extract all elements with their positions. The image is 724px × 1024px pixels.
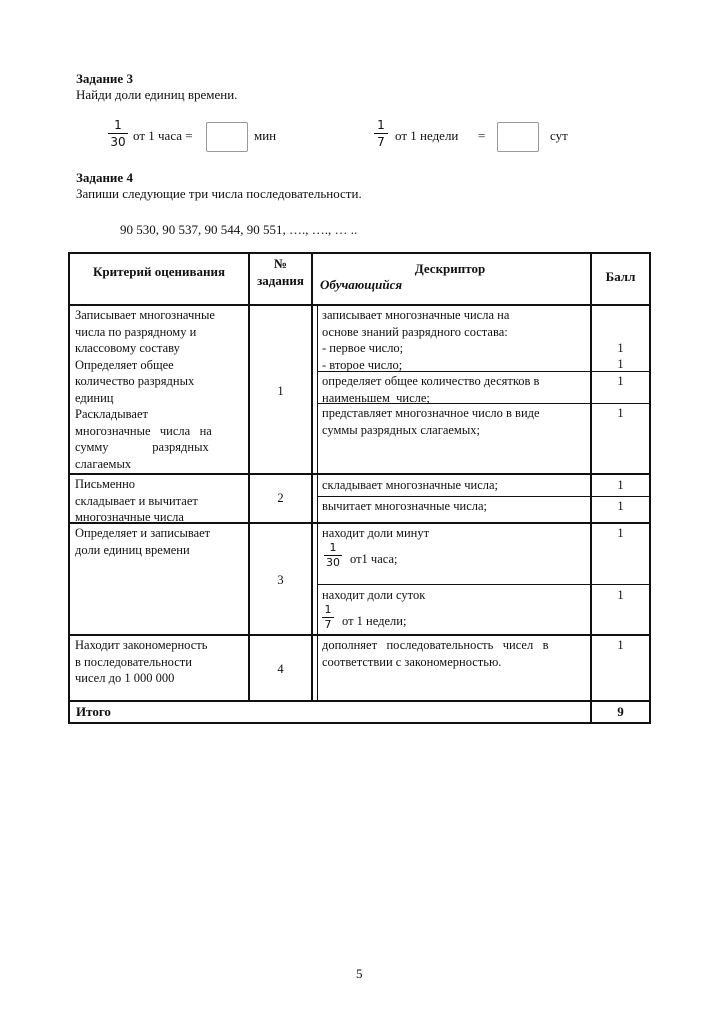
descriptor-line: представляет многозначное число в виде <box>322 406 540 420</box>
total-value: 9 <box>617 704 624 719</box>
task4-sequence: 90 530, 90 537, 90 544, 90 551, …., …., … .. <box>120 222 358 237</box>
row3-descriptor-1: находит доли минут <box>322 526 430 540</box>
row3-fraction-1 <box>324 542 342 569</box>
row-divider <box>68 700 651 702</box>
criterion-line: Записывает многозначные <box>75 308 215 322</box>
answer-box-days[interactable] <box>497 122 539 152</box>
row-divider <box>68 473 651 475</box>
fraction-denominator: 7 <box>377 135 385 149</box>
fraction-numerator: 1 <box>114 118 122 132</box>
task3-part1-unit: мин <box>254 128 277 143</box>
task4-text: Запиши следующие три числа последовательности. <box>76 186 362 201</box>
task3-part2-equals: = <box>478 128 486 143</box>
row-divider <box>68 634 651 636</box>
criterion-line: чисел до 1 000 000 <box>75 671 175 685</box>
descriptor-line: наименьшем числе; <box>322 390 430 405</box>
table-border-bottom <box>68 722 651 724</box>
criterion-line: складывает и вычитает <box>75 493 198 508</box>
criterion-line: количество разрядных <box>75 374 195 388</box>
row1-task-number: 1 <box>277 384 284 398</box>
criterion-line: сумму разрядных <box>75 440 209 454</box>
row3-descriptor-2-tail: от 1 недели; <box>342 614 407 628</box>
task3-part2-unit: сут <box>550 128 568 143</box>
fraction-denominator: 30 <box>110 135 126 149</box>
header-task-number <box>250 255 311 289</box>
criterion-line: единиц <box>75 390 114 405</box>
task3-fraction-2 <box>374 118 388 149</box>
fraction-numerator: 1 <box>377 118 385 132</box>
row-divider <box>68 304 651 306</box>
row2-descriptor-1: складывает многозначные числа; <box>322 478 499 492</box>
header-number-sign: № <box>273 256 288 271</box>
row1-score-2: 1 <box>617 357 624 371</box>
column-divider <box>248 252 250 702</box>
row3-score-1: 1 <box>617 526 624 540</box>
column-divider-double <box>317 304 318 702</box>
criterion-line: классовому составу <box>75 341 180 355</box>
criterion-line: числа по разрядному и <box>75 324 197 339</box>
row3-criterion <box>75 525 243 558</box>
task3-title: Задание 3 <box>76 71 133 86</box>
row1-score-3: 1 <box>617 374 624 388</box>
row1-descriptor-1 <box>322 307 588 373</box>
fraction-bar <box>374 133 388 134</box>
criterion-line: Находит закономерность <box>75 638 208 652</box>
table-border-right <box>649 252 651 724</box>
row3-descriptor-2: находит доли суток <box>322 588 426 602</box>
header-descriptor-sub: Обучающийся <box>320 277 403 292</box>
row4-task-number: 4 <box>277 662 284 676</box>
fraction-denominator: 30 <box>326 556 340 569</box>
descriptor-line: основе знаний разрядного состава: <box>322 324 508 339</box>
answer-box-minutes[interactable] <box>206 122 248 152</box>
header-task: задания <box>257 273 304 288</box>
row2-score-1: 1 <box>617 478 624 492</box>
criterion-line: многозначные числа на <box>75 423 212 438</box>
column-divider <box>311 252 313 702</box>
row3-fraction-2 <box>322 604 334 631</box>
row4-criterion <box>75 637 243 687</box>
fraction-bar <box>108 133 128 134</box>
descriptor-line: - первое число; <box>322 341 404 355</box>
page-number: 5 <box>356 966 363 981</box>
row2-criterion <box>75 476 243 526</box>
fraction-numerator: 1 <box>324 603 332 616</box>
descriptor-line: соответствии с закономерностью. <box>322 654 502 669</box>
descriptor-line: записывает многозначные числа на <box>322 308 510 322</box>
criterion-line: доли единиц времени <box>75 542 190 557</box>
task3-part2-text: от 1 недели <box>395 128 459 143</box>
row2-score-2: 1 <box>617 499 624 513</box>
subrow-divider <box>317 584 651 585</box>
row1-score-1: 1 <box>617 341 624 355</box>
criterion-line: Раскладывает <box>75 407 148 421</box>
criterion-line: Определяет общее <box>75 357 174 372</box>
descriptor-line: суммы разрядных слагаемых; <box>322 422 480 437</box>
descriptor-line: определяет общее количество десятков в <box>322 374 540 388</box>
table-border-top <box>68 252 651 254</box>
fraction-numerator: 1 <box>329 541 337 554</box>
fraction-denominator: 7 <box>324 618 332 631</box>
task3-text: Найди доли единиц времени. <box>76 87 238 102</box>
row1-descriptor-2 <box>322 373 588 406</box>
row3-score-2: 1 <box>617 588 624 602</box>
row1-score-4: 1 <box>617 406 624 420</box>
criterion-line: слагаемых <box>75 456 132 471</box>
row4-descriptor <box>322 637 588 670</box>
criterion-line: многозначные числа <box>75 510 184 524</box>
task3-part1-text: от 1 часа = <box>133 128 193 143</box>
header-descriptor: Дескриптор <box>414 261 486 276</box>
row2-task-number: 2 <box>277 491 284 505</box>
header-score: Балл <box>605 269 636 284</box>
subrow-divider <box>317 496 651 497</box>
row4-score: 1 <box>617 638 624 652</box>
header-criterion: Критерий оценивания <box>92 264 226 279</box>
row2-descriptor-2: вычитает многозначные числа; <box>322 499 487 513</box>
criterion-line: в последовательности <box>75 654 192 669</box>
descriptor-line: дополняет последовательность чисел в <box>322 638 549 652</box>
row3-descriptor-1-tail: от1 часа; <box>350 552 398 566</box>
table-border-left <box>68 252 70 724</box>
criterion-line: Письменно <box>75 477 136 491</box>
task4-title: Задание 4 <box>76 170 133 185</box>
row1-criterion <box>75 307 243 472</box>
total-label: Итого <box>76 704 111 719</box>
task3-fraction-1 <box>108 118 128 149</box>
row3-task-number: 3 <box>277 573 284 587</box>
criterion-line: Определяет и записывает <box>75 526 211 540</box>
descriptor-line: - второе число; <box>322 357 403 372</box>
row1-descriptor-3 <box>322 405 588 438</box>
